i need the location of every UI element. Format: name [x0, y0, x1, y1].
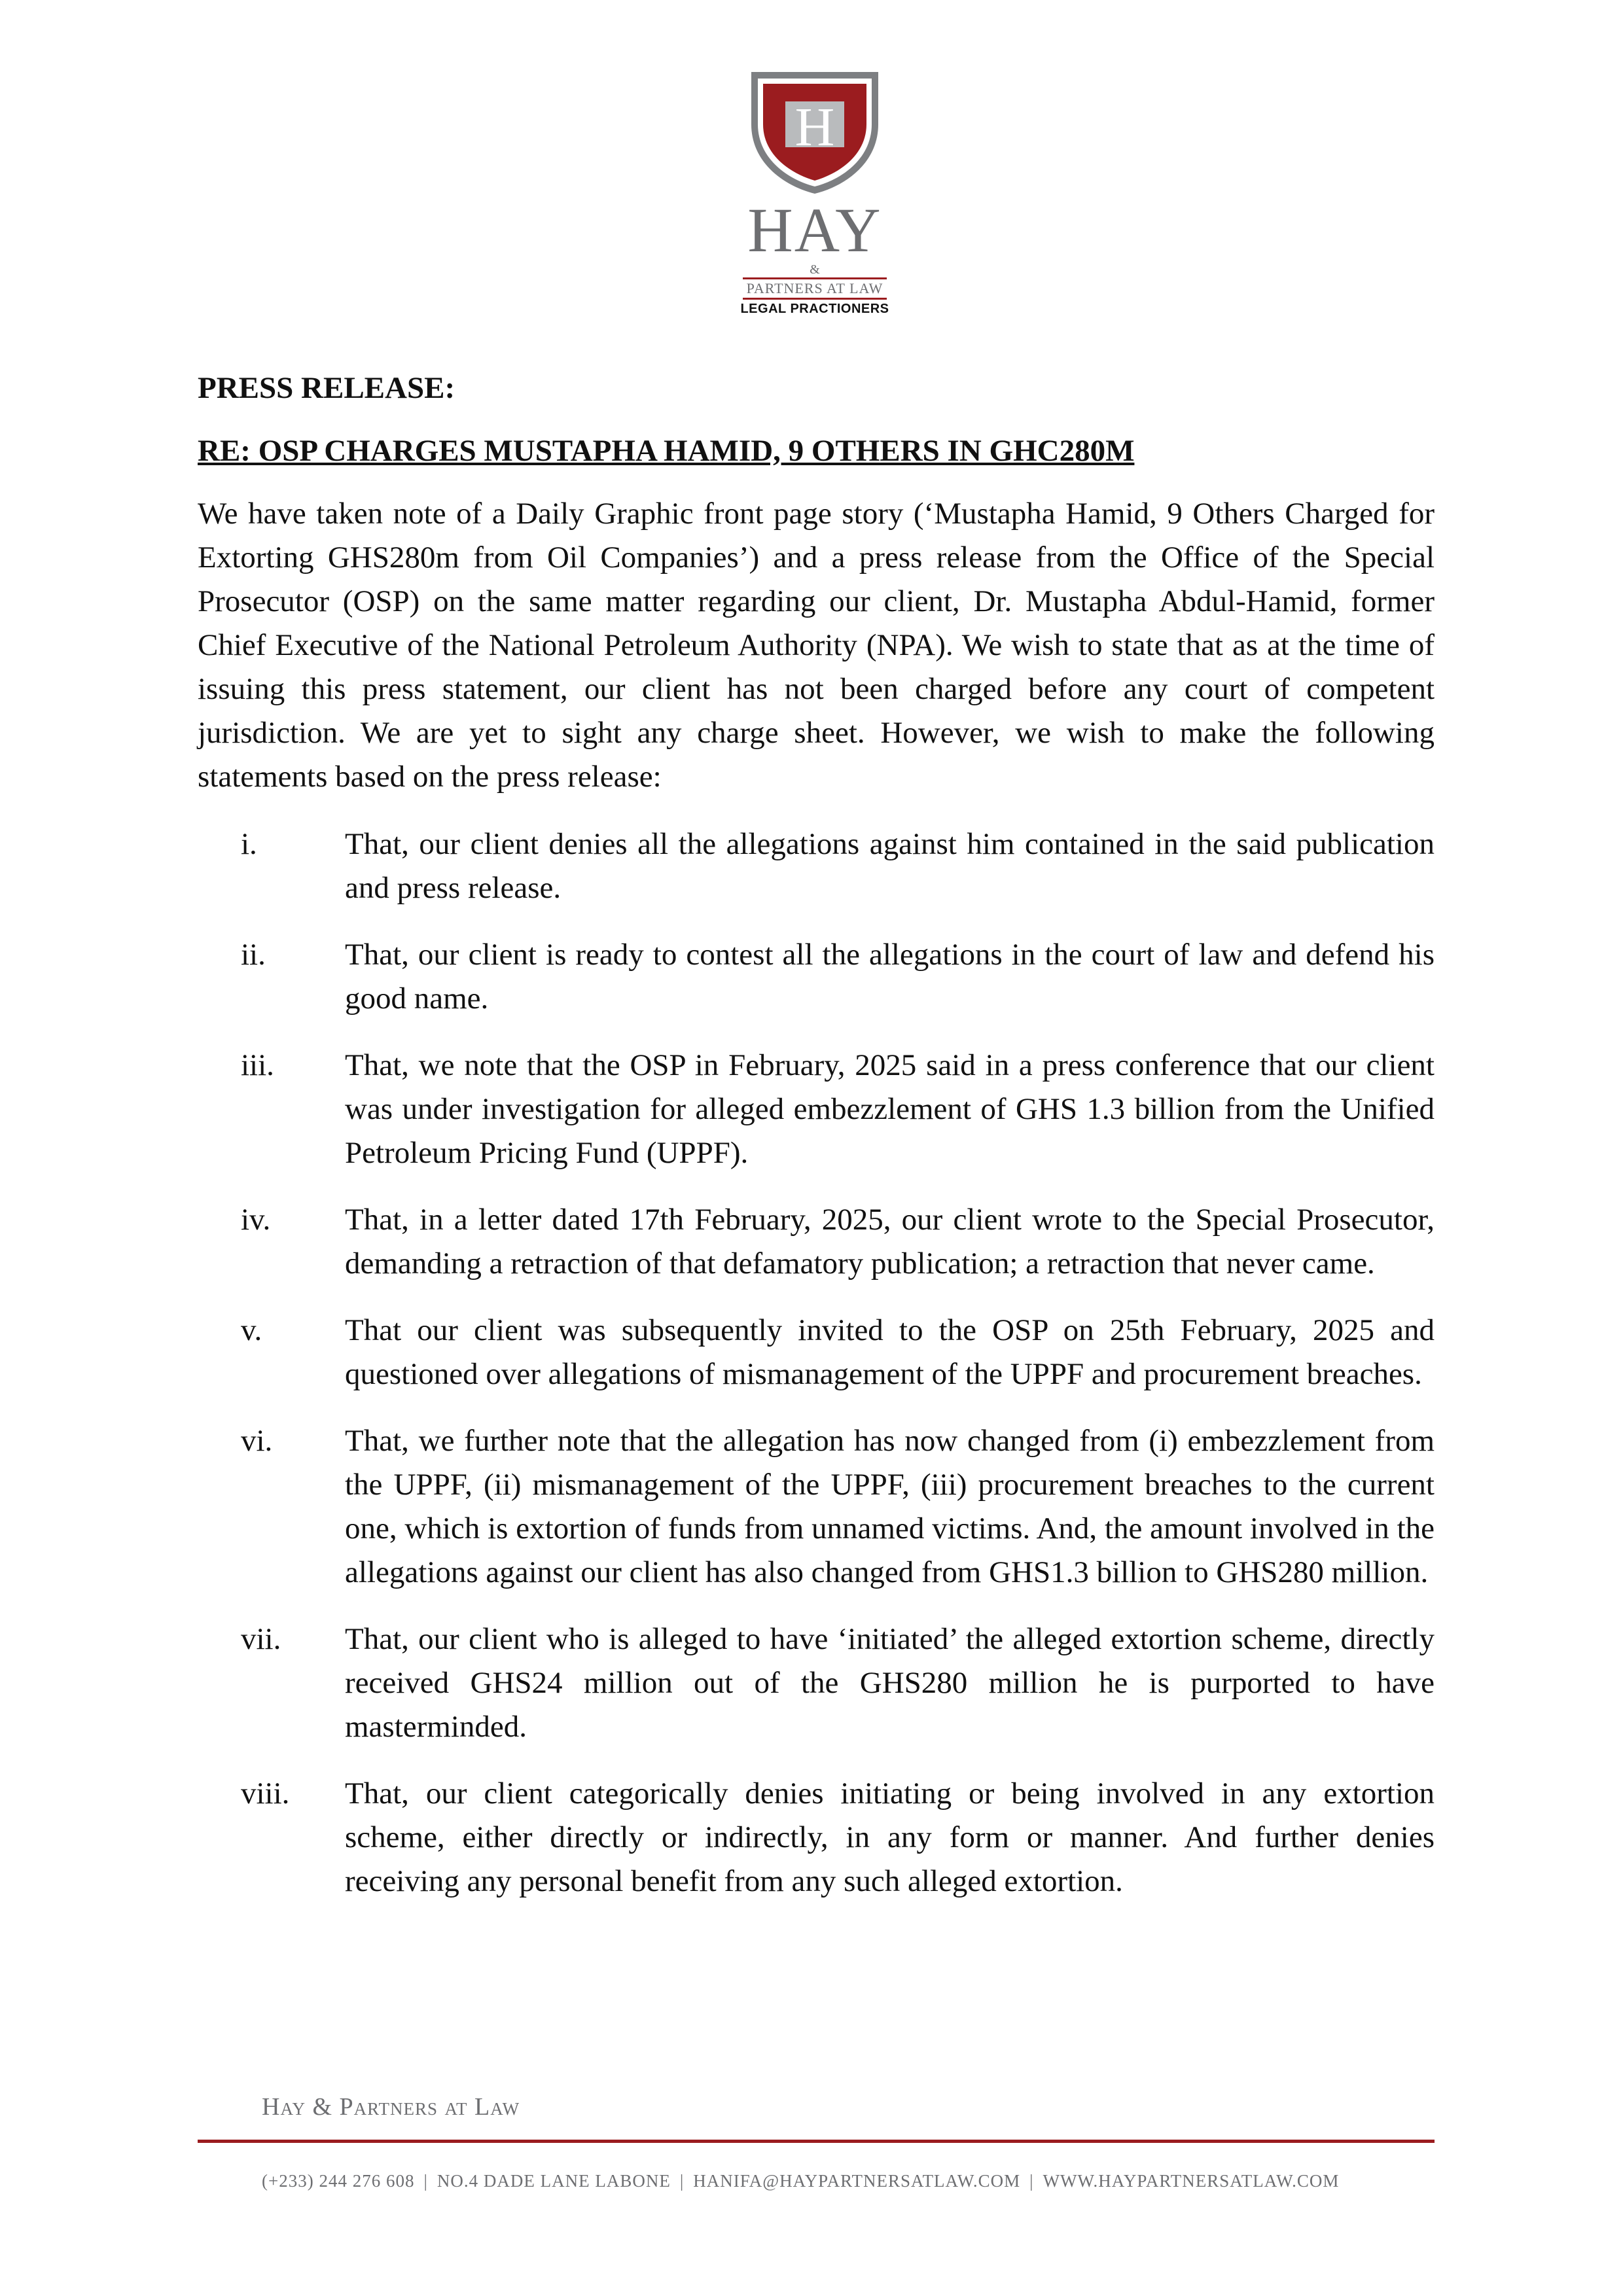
item-text: That, our client who is alleged to have ‘initiated’ the alleged extortion scheme, directly received GHS24 million out of the GHS280 million he is purported to have masterminded.: [345, 1622, 1435, 1744]
logo-partners: PARTNERS AT LAW: [746, 280, 883, 296]
document-heading: PRESS RELEASE:: [198, 371, 455, 405]
item-text: That, our client is ready to contest all the allegations in the court of law and defend his good name.: [345, 938, 1435, 1016]
statement-list: [198, 822, 1435, 1903]
footer-firm-name: Hay & Partners at Law: [262, 2093, 520, 2121]
footer-website-link[interactable]: WWW.HAYPARTNERSATLAW.COM: [1043, 2171, 1340, 2191]
item-number: v.: [241, 1313, 262, 1347]
list-item: [198, 1419, 1435, 1595]
footer-email-link[interactable]: HANIFA@HAYPARTNERSATLAW.COM: [693, 2171, 1021, 2191]
list-item: [198, 1044, 1435, 1175]
item-text: That, in a letter dated 17th February, 2025, our client wrote to the Special Prosecutor, demanding a retraction of that defamatory publication; a retraction that never came.: [345, 1203, 1435, 1280]
footer-phone: (+233) 244 276 608: [262, 2171, 415, 2191]
item-text: That, our client denies all the allegations against him contained in the said publication and press release.: [345, 827, 1435, 905]
logo-letter: H: [794, 97, 835, 158]
item-number: iv.: [241, 1203, 271, 1237]
list-item: [198, 1198, 1435, 1286]
list-item: [198, 1617, 1435, 1749]
logo-wordmark: HAY: [747, 195, 882, 265]
item-number: ii.: [241, 938, 266, 972]
list-item: [198, 822, 1435, 910]
item-number: vii.: [241, 1622, 281, 1656]
shield-logo-icon: [746, 65, 883, 196]
list-item: [198, 933, 1435, 1021]
list-item: [198, 1772, 1435, 1903]
footer-divider: [198, 2140, 1435, 2143]
firm-logo: [730, 65, 900, 340]
footer-separator: |: [423, 2171, 428, 2191]
item-text: That our client was subsequently invited to the OSP on 25th February, 2025 and questioned over allegations of mismanagement of the UPPF and procurement breaches.: [345, 1313, 1435, 1391]
logo-divider-2: [743, 298, 887, 300]
logo-ampersand: &: [810, 262, 820, 277]
item-number: iii.: [241, 1048, 274, 1082]
item-number: viii.: [241, 1776, 290, 1810]
document-body: [198, 366, 1435, 1926]
logo-legal-practitioners: LEGAL PRACTIONERS: [740, 302, 889, 317]
footer-address: NO.4 DADE LANE LABONE: [437, 2171, 671, 2191]
footer-separator: |: [1029, 2171, 1034, 2191]
item-text: That, our client categorically denies initiating or being involved in any extortion scheme, either directly or indirectly, in any form or manner. And further denies receiving any personal benefit from any such alleged extortion.: [345, 1776, 1435, 1898]
item-number: vi.: [241, 1424, 273, 1458]
item-number: i.: [241, 827, 257, 861]
footer-contact: [262, 2171, 1339, 2191]
list-item: [198, 1309, 1435, 1396]
item-text: That, we note that the OSP in February, 2025 said in a press conference that our client was under investigation for alleged embezzlement of GHS 1.3 billion from the Unified Petroleum Pricing Fund (UPPF).: [345, 1048, 1435, 1170]
item-text: That, we further note that the allegation has now changed from (i) embezzlement from the UPPF, (ii) mismanagement of the UPPF, (iii) procurement breaches to the current one, which is extortion of funds from unnamed victims. And, the amount involved in the allegations against our client has also changed from GHS1.3 billion to GHS280 million.: [345, 1424, 1435, 1589]
intro-paragraph: We have taken note of a Daily Graphic front page story (‘Mustapha Hamid, 9 Others Charged for Extorting GHS280m from Oil Companies’) and a press release from the Office of the Special Prosecutor (OSP) on the same matter regarding our client, Dr. Mustapha Abdul-Hamid, former Chief Executive of the National Petroleum Authority (NPA). We wish to state that as at the time of issuing this press statement, our client has not been charged before any court of competent jurisdiction. We are yet to sight any charge sheet. However, we wish to make the following statements based on the press release:: [198, 497, 1435, 794]
document-subheading: RE: OSP CHARGES MUSTAPHA HAMID, 9 OTHERS IN GHC280M: [198, 434, 1135, 468]
footer-separator: |: [679, 2171, 685, 2191]
logo-divider: [743, 277, 887, 279]
